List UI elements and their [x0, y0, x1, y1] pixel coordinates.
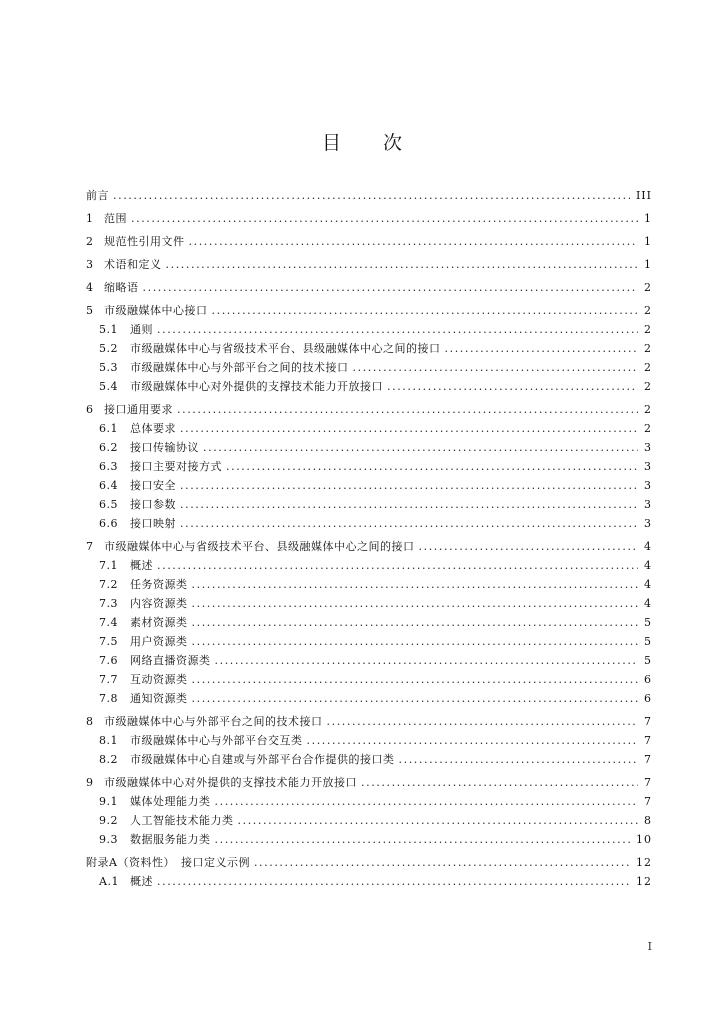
page-title-char-1: 目 — [321, 132, 341, 154]
toc-entry-number: 9 — [86, 776, 94, 789]
toc-chapter-entry[interactable] — [86, 209, 652, 228]
toc-section-entry[interactable] — [86, 514, 652, 533]
toc-entry-number: 7.8 — [99, 692, 118, 705]
toc-entry-page: 4 — [644, 559, 652, 572]
toc-entry-page: 6 — [644, 692, 652, 705]
toc-entry-title: 范围 — [104, 212, 127, 225]
toc-entry-title: 市级融媒体中心与外部平台交互类 — [130, 734, 303, 747]
toc-entry-number: 9.1 — [99, 795, 118, 808]
toc-entry-title: 用户资源类 — [130, 635, 188, 648]
toc-entry-page: 2 — [644, 380, 652, 393]
toc-dot-leader — [327, 712, 639, 731]
toc-entry-page: 2 — [644, 403, 652, 416]
toc-entry-number: 6.5 — [99, 498, 118, 511]
toc-entry-page: 2 — [644, 361, 652, 374]
toc-entry-number: 7.1 — [99, 559, 118, 572]
toc-entry-title: 概述 — [130, 875, 153, 888]
toc-dot-leader — [157, 872, 630, 891]
toc-entry-number: 7.3 — [99, 597, 118, 610]
toc-entry-page: 3 — [644, 517, 652, 530]
toc-dot-leader — [387, 377, 638, 396]
toc-dot-leader — [361, 773, 638, 792]
toc-dot-leader — [157, 556, 638, 575]
toc-entry-page: 1 — [644, 235, 652, 248]
toc-dot-leader — [180, 419, 638, 438]
toc-entry-title: 互动资源类 — [130, 673, 188, 686]
toc-section-entry[interactable] — [86, 476, 652, 495]
toc-entry-page: 2 — [644, 422, 652, 435]
toc-entry-number: 2 — [86, 235, 94, 248]
toc-dot-leader — [203, 438, 638, 457]
toc-dot-leader — [307, 731, 639, 750]
toc-entry-title: 规范性引用文件 — [104, 235, 185, 248]
toc-entry-number: 9.2 — [99, 814, 118, 827]
toc-chapter-entry[interactable] — [86, 773, 652, 792]
toc-entry-page: 7 — [644, 795, 652, 808]
toc-section-entry[interactable] — [86, 377, 652, 396]
toc-entry-number: 6.2 — [99, 441, 118, 454]
toc-chapter-entry[interactable] — [86, 186, 652, 205]
toc-section-entry[interactable] — [86, 358, 652, 377]
toc-section-entry[interactable] — [86, 670, 652, 689]
toc-entry-title: 接口通用要求 — [104, 403, 173, 416]
toc-chapter-entry[interactable] — [86, 278, 652, 297]
toc-entry-title: 媒体处理能力类 — [130, 795, 211, 808]
toc-dot-leader — [157, 320, 638, 339]
toc-entry-page: 6 — [644, 673, 652, 686]
toc-entry-page: 3 — [644, 441, 652, 454]
toc-entry-page: 3 — [644, 460, 652, 473]
toc-dot-leader — [113, 186, 630, 205]
toc-section-entry[interactable] — [86, 872, 652, 891]
toc-entry-title: 内容资源类 — [130, 597, 188, 610]
toc-section-entry[interactable] — [86, 438, 652, 457]
toc-entry-number: 5.1 — [99, 323, 118, 336]
toc-entry-page: 5 — [644, 654, 652, 667]
toc-entry-title: 市级融媒体中心与外部平台之间的技术接口 — [130, 361, 349, 374]
toc-entry-number: 6 — [86, 403, 94, 416]
toc-entry-page: 2 — [644, 342, 652, 355]
toc-dot-leader — [215, 651, 639, 670]
toc-entry-title: 市级融媒体中心对外提供的支撑技术能力开放接口 — [130, 380, 383, 393]
toc-dot-leader — [192, 689, 639, 708]
toc-section-entry[interactable] — [86, 594, 652, 613]
toc-section-entry[interactable] — [86, 556, 652, 575]
page-title — [0, 128, 724, 155]
toc-dot-leader — [143, 278, 639, 297]
toc-dot-leader — [131, 209, 638, 228]
toc-section-entry[interactable] — [86, 575, 652, 594]
toc-entry-page: 7 — [644, 715, 652, 728]
toc-section-entry[interactable] — [86, 320, 652, 339]
toc-entry-title: 通知资源类 — [130, 692, 188, 705]
toc-entry-number: 5.4 — [99, 380, 118, 393]
toc-dot-leader — [192, 575, 639, 594]
toc-chapter-entry[interactable] — [86, 712, 652, 731]
toc-entry-number: 7.6 — [99, 654, 118, 667]
toc-entry-page: 8 — [644, 814, 652, 827]
toc-entry-number: 4 — [86, 281, 94, 294]
toc-entry-page: 1 — [644, 258, 652, 271]
toc-entry-page: 10 — [636, 833, 652, 846]
toc-entry-title: 接口映射 — [130, 517, 176, 530]
toc-entry-number: 8.1 — [99, 734, 118, 747]
table-of-contents — [86, 186, 652, 891]
toc-entry-title: 前言 — [86, 189, 109, 202]
toc-dot-leader — [192, 594, 639, 613]
toc-entry-page: 1 — [644, 212, 652, 225]
toc-dot-leader — [254, 853, 630, 872]
toc-chapter-entry[interactable] — [86, 537, 652, 556]
toc-section-entry[interactable] — [86, 457, 652, 476]
toc-entry-number: 5.2 — [99, 342, 118, 355]
toc-dot-leader — [180, 514, 638, 533]
toc-chapter-entry[interactable] — [86, 853, 652, 872]
toc-entry-page: 7 — [644, 753, 652, 766]
toc-entry-number: 9.3 — [99, 833, 118, 846]
toc-section-entry[interactable] — [86, 495, 652, 514]
toc-section-entry[interactable] — [86, 750, 652, 769]
toc-entry-number: 7.2 — [99, 578, 118, 591]
toc-dot-leader — [215, 830, 631, 849]
page-title-char-2: 次 — [383, 132, 403, 154]
toc-entry-title: 市级融媒体中心与外部平台之间的技术接口 — [104, 715, 323, 728]
toc-entry-number: 8 — [86, 715, 94, 728]
toc-dot-leader — [180, 495, 638, 514]
toc-entry-number: A.1 — [99, 875, 119, 888]
toc-entry-page: 4 — [644, 597, 652, 610]
toc-entry-number: 5 — [86, 304, 94, 317]
toc-entry-title: 总体要求 — [130, 422, 176, 435]
toc-section-entry[interactable] — [86, 689, 652, 708]
toc-entry-page: 12 — [636, 875, 652, 888]
toc-entry-number: 1 — [86, 212, 94, 225]
toc-entry-number: 6.3 — [99, 460, 118, 473]
toc-entry-title: 人工智能技术能力类 — [130, 814, 234, 827]
toc-entry-page: 4 — [644, 578, 652, 591]
toc-section-entry[interactable] — [86, 613, 652, 632]
toc-dot-leader — [215, 792, 639, 811]
toc-dot-leader — [189, 232, 639, 251]
toc-entry-page: 5 — [644, 616, 652, 629]
toc-entry-title: 数据服务能力类 — [130, 833, 211, 846]
toc-dot-leader — [192, 632, 639, 651]
toc-entry-page: 3 — [644, 498, 652, 511]
toc-dot-leader — [353, 358, 639, 377]
toc-entry-title: 市级融媒体中心对外提供的支撑技术能力开放接口 — [104, 776, 357, 789]
toc-section-entry[interactable] — [86, 419, 652, 438]
toc-entry-page: 2 — [644, 323, 652, 336]
toc-entry-title: 附录A（资料性） 接口定义示例 — [86, 856, 250, 869]
toc-entry-number: 7 — [86, 540, 94, 553]
toc-dot-leader — [180, 476, 638, 495]
toc-entry-title: 市级融媒体中心自建或与外部平台合作提供的接口类 — [130, 753, 395, 766]
toc-chapter-entry[interactable] — [86, 301, 652, 320]
toc-dot-leader — [419, 537, 639, 556]
toc-entry-title: 术语和定义 — [104, 258, 162, 271]
toc-entry-page: III — [635, 189, 652, 202]
toc-entry-page: 12 — [636, 856, 652, 869]
toc-entry-page: 2 — [644, 281, 652, 294]
toc-dot-leader — [226, 457, 638, 476]
toc-entry-title: 接口传输协议 — [130, 441, 199, 454]
toc-dot-leader — [212, 301, 639, 320]
toc-section-entry[interactable] — [86, 830, 652, 849]
toc-chapter-entry[interactable] — [86, 400, 652, 419]
toc-dot-leader — [192, 613, 639, 632]
toc-entry-page: 2 — [644, 304, 652, 317]
toc-section-entry[interactable] — [86, 339, 652, 358]
toc-entry-number: 7.5 — [99, 635, 118, 648]
toc-entry-number: 8.2 — [99, 753, 118, 766]
toc-entry-title: 任务资源类 — [130, 578, 188, 591]
toc-entry-number: 7.4 — [99, 616, 118, 629]
toc-entry-title: 概述 — [130, 559, 153, 572]
toc-entry-number: 6.1 — [99, 422, 118, 435]
toc-dot-leader — [192, 670, 639, 689]
toc-entry-title: 市级融媒体中心与省级技术平台、县级融媒体中心之间的接口 — [130, 342, 441, 355]
toc-dot-leader — [166, 255, 639, 274]
toc-entry-number: 6.4 — [99, 479, 118, 492]
toc-entry-title: 缩略语 — [104, 281, 139, 294]
toc-entry-page: 7 — [644, 776, 652, 789]
toc-dot-leader — [399, 750, 639, 769]
toc-entry-page: 5 — [644, 635, 652, 648]
toc-entry-title: 通则 — [130, 323, 153, 336]
toc-entry-title: 市级融媒体中心接口 — [104, 304, 208, 317]
toc-section-entry[interactable] — [86, 651, 652, 670]
toc-entry-title: 接口参数 — [130, 498, 176, 511]
toc-entry-page: 7 — [644, 734, 652, 747]
toc-entry-number: 5.3 — [99, 361, 118, 374]
toc-dot-leader — [177, 400, 638, 419]
toc-entry-title: 网络直播资源类 — [130, 654, 211, 667]
toc-entry-number: 7.7 — [99, 673, 118, 686]
toc-dot-leader — [238, 811, 639, 830]
toc-dot-leader — [445, 339, 639, 358]
toc-entry-title: 接口主要对接方式 — [130, 460, 222, 473]
toc-entry-title: 素材资源类 — [130, 616, 188, 629]
toc-chapter-entry[interactable] — [86, 255, 652, 274]
toc-section-entry[interactable] — [86, 632, 652, 651]
toc-entry-title: 市级融媒体中心与省级技术平台、县级融媒体中心之间的接口 — [104, 540, 415, 553]
toc-entry-page: 3 — [644, 479, 652, 492]
toc-section-entry[interactable] — [86, 792, 652, 811]
toc-entry-title: 接口安全 — [130, 479, 176, 492]
toc-section-entry[interactable] — [86, 811, 652, 830]
page-number: I — [647, 940, 652, 953]
toc-section-entry[interactable] — [86, 731, 652, 750]
toc-entry-number: 6.6 — [99, 517, 118, 530]
toc-chapter-entry[interactable] — [86, 232, 652, 251]
toc-entry-page: 4 — [644, 540, 652, 553]
toc-entry-number: 3 — [86, 258, 94, 271]
